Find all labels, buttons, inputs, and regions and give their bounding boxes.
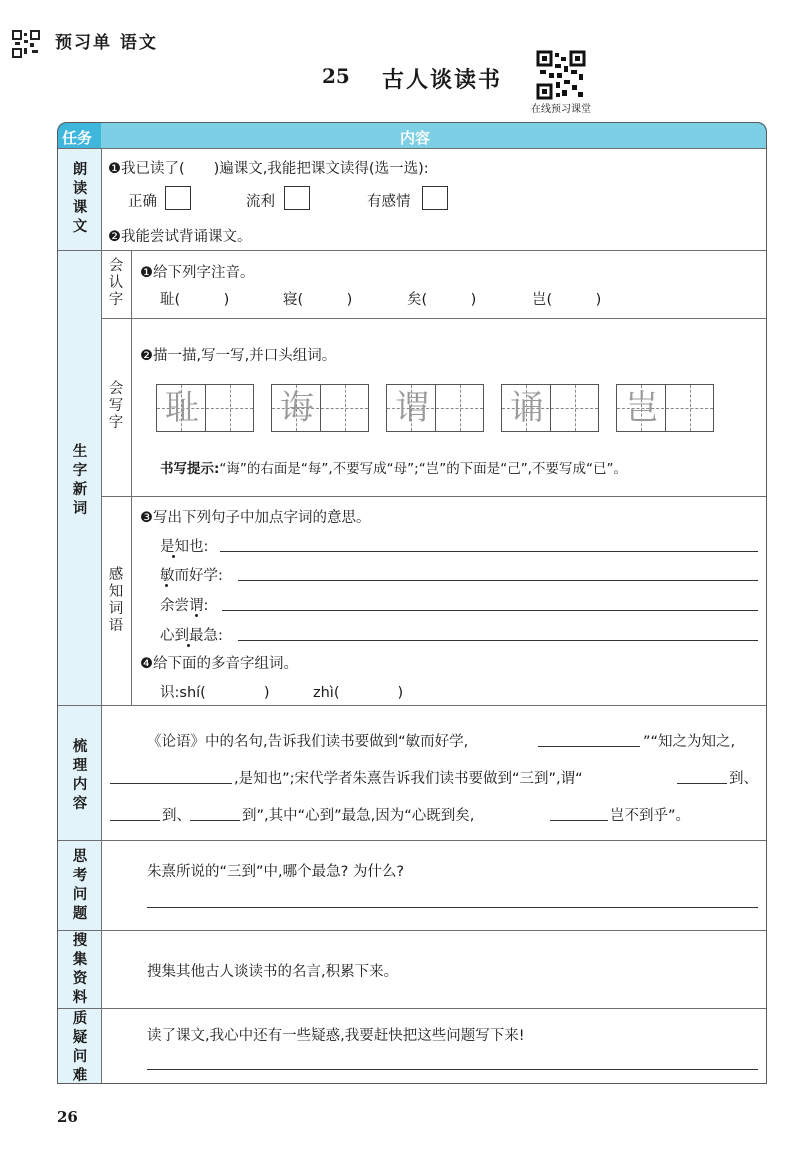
answer-line[interactable] [147,907,758,908]
summary-blank[interactable] [538,746,640,747]
qr-caption: 在线预习课堂 [531,104,591,115]
section-label-summary: 梳理内容 [72,739,88,812]
writing-grid[interactable] [501,384,599,432]
col-content-header: 内容 [400,129,431,147]
trace-character: 谓 [395,388,429,428]
row-divider [58,840,766,841]
summary-blank[interactable] [550,820,608,821]
summary-blank[interactable] [190,820,240,821]
sub-label-sense: 感知词语 [108,567,124,634]
row-divider [58,930,766,931]
trace-character: 诲 [280,388,314,428]
reading-question-1: ❶我已读了( )遍课文,我能把课文读得(选一选): [108,161,429,177]
trace-character: 岂 [625,388,659,428]
row-divider [58,250,766,251]
emphasis-dot [195,614,198,617]
pinyin-item[interactable]: 岂( ) [532,292,602,308]
writing-tip-text: “诲”的右面是“每”,不要写成“母”;“岂”的下面是“己”,不要写成“已”。 [219,461,627,477]
phrase-label: 是知也: [160,539,209,555]
writing-grid[interactable] [616,384,714,432]
lesson-title: 古人谈读书 [382,68,503,93]
polyphone-prefix: 识: [160,685,180,701]
summary-blank[interactable] [110,820,160,821]
option-label-emotion: 有感情 [367,194,411,210]
phrase-label: 敏而好学: [160,568,223,584]
think-question: 朱熹所说的“三到”中,哪个最急? 为什么? [147,864,405,880]
summary-text-3c: 岂不到乎”。 [610,808,691,824]
polyphone-b[interactable]: zhì( ) [313,685,404,701]
sub-label-write: 会写字 [108,381,124,431]
lesson-number: 25 [322,64,350,88]
summary-text-3b: 到”,其中“心到”最急,因为“心既到矣, [242,808,475,824]
qr-code-small-icon [12,30,40,58]
option-label-fluent: 流利 [246,194,275,210]
row-divider [58,1008,766,1009]
answer-line[interactable] [222,610,758,611]
summary-text-1a: 《论语》中的名句,告诉我们读书要做到“敏而好学, [147,734,469,750]
sub-label-recognize: 会认字 [108,258,124,308]
answer-line[interactable] [238,640,758,641]
row-divider [101,496,766,497]
answer-line[interactable] [238,580,758,581]
summary-text-1b: ”“知之为知之, [643,734,736,750]
trace-character: 耻 [165,388,199,428]
option-correct-checkbox[interactable] [165,186,191,210]
emphasis-dot [172,555,175,558]
row-divider [101,318,766,319]
pinyin-item[interactable]: 矣( ) [407,292,477,308]
section-label-vocab: 生字新词 [72,444,88,517]
vocab-question-4: ❹给下面的多音字组词。 [140,656,298,672]
question-task: 读了课文,我心中还有一些疑惑,我要赶快把这些问题写下来! [147,1028,525,1044]
section-label-reading: 朗读课文 [72,162,88,235]
page-number: 26 [57,1108,78,1126]
qr-code-icon[interactable] [536,50,586,100]
emphasis-dot [165,584,168,587]
option-label-correct: 正确 [128,194,157,210]
reading-question-2: ❷我能尝试背诵课文。 [108,229,252,245]
vocab-question-3: ❸写出下列句子中加点字词的意思。 [140,510,371,526]
writing-grid[interactable] [271,384,369,432]
option-emotion-checkbox[interactable] [422,186,448,210]
row-divider [58,148,766,149]
column-divider [101,148,102,1083]
section-label-collect: 搜集资料 [72,933,88,1006]
answer-line[interactable] [220,551,758,552]
polyphone-a[interactable]: shí( ) [179,685,270,701]
polyphone-row [160,681,269,702]
summary-text-2a: ,是知也”;宋代学者朱熹告诉我们读书要做到“三到”,谓“ [234,771,583,787]
row-divider [58,705,766,706]
vocab-question-2: ❷描一描,写一写,并口头组词。 [140,348,337,364]
writing-tip-label: 书写提示: [160,461,220,477]
col-task-header: 任务 [62,129,93,147]
option-fluent-checkbox[interactable] [284,186,310,210]
vocab-question-1: ❶给下列字注音。 [140,265,255,281]
answer-line[interactable] [147,1069,758,1070]
phrase-label: 余尝谓: [160,598,209,614]
trace-character: 诵 [510,388,544,428]
writing-grid[interactable] [156,384,254,432]
pinyin-item[interactable]: 耻( ) [160,292,230,308]
summary-blank[interactable] [677,783,727,784]
section-label-think: 思考问题 [72,849,88,922]
phrase-label: 心到最急: [160,628,223,644]
summary-blank[interactable] [110,783,232,784]
section-label-question: 质疑问难 [72,1011,88,1084]
emphasis-dot [187,644,190,647]
summary-text-3a: 到、 [162,808,191,824]
summary-text-2b: 到、 [729,771,758,787]
writing-tip [160,457,627,477]
pinyin-item[interactable]: 寝( ) [283,292,353,308]
series-title: 预习单 语文 [55,33,158,53]
collect-task: 搜集其他古人谈读书的名言,积累下来。 [147,964,399,980]
writing-grid[interactable] [386,384,484,432]
